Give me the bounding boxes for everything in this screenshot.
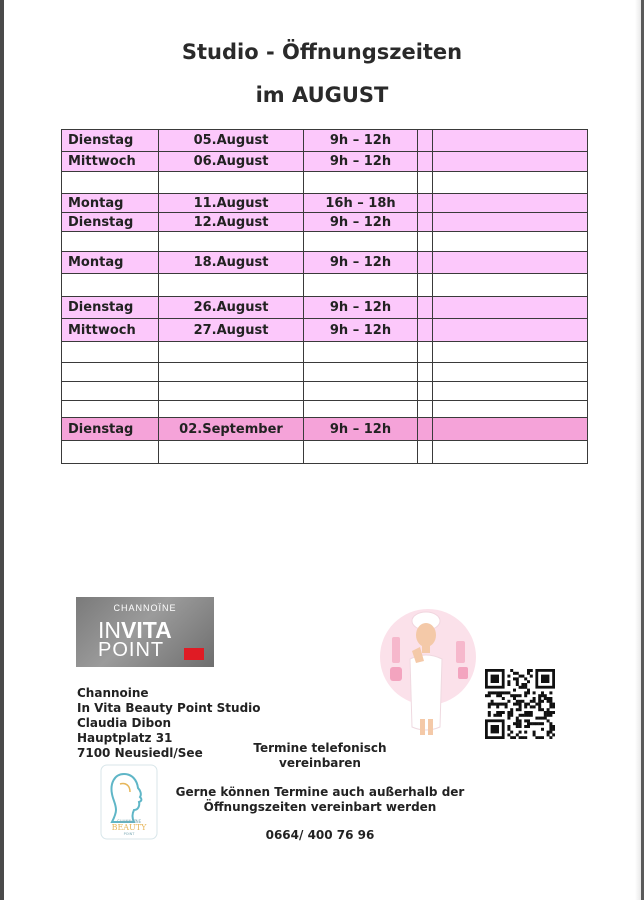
date-cell [159,382,304,401]
date-cell: 11.August [159,194,304,213]
note-cell [433,172,588,194]
spacer-cell [418,382,433,401]
spacer-cell [418,232,433,252]
day-cell: Dienstag [62,213,159,232]
table-row-empty [62,172,588,194]
table-row-empty [62,232,588,252]
table-row [62,130,588,152]
table-row-empty [62,363,588,382]
day-cell [62,232,159,252]
date-cell: 06.August [159,152,304,172]
time-cell [304,382,418,401]
extra-appointment-note: Gerne können Termine auch außerhalb der Öffnungszeiten vereinbart werden [175,785,465,814]
time-cell [304,441,418,464]
time-cell: 9h – 12h [304,252,418,274]
spacer-cell [418,252,433,274]
time-cell: 9h – 12h [304,297,418,319]
date-cell: 05.August [159,130,304,152]
date-cell: 18.August [159,252,304,274]
note-cell [433,363,588,382]
day-cell: Montag [62,252,159,274]
time-cell: 9h – 12h [304,130,418,152]
address-line: In Vita Beauty Point Studio [77,701,261,715]
day-cell [62,363,159,382]
day-cell: Dienstag [62,418,159,441]
time-cell: 9h – 12h [304,319,418,342]
time-cell [304,232,418,252]
time-cell: 16h – 18h [304,194,418,213]
date-cell: 02.September [159,418,304,441]
table-row-empty [62,401,588,418]
time-cell [304,172,418,194]
spacer-cell [418,172,433,194]
day-cell: Mittwoch [62,319,159,342]
time-cell [304,401,418,418]
table-row [62,297,588,319]
date-cell [159,441,304,464]
day-cell: Dienstag [62,130,159,152]
page-title: Studio - Öffnungszeiten [181,40,463,64]
spacer-cell [418,401,433,418]
logo-brand-text: CHANNOÏNE [113,603,177,613]
table-row [62,213,588,232]
day-cell [62,382,159,401]
note-cell [433,382,588,401]
table-row-empty [62,382,588,401]
table-row [62,152,588,172]
beauty-logo-sub: POINT [123,832,135,836]
note-cell [433,297,588,319]
time-cell: 9h – 12h [304,152,418,172]
phone-number: 0664/ 400 76 96 [265,828,375,842]
address-line: Hauptplatz 31 [77,731,173,745]
day-cell [62,172,159,194]
day-cell [62,274,159,297]
spacer-cell [418,194,433,213]
table-row-empty [62,441,588,464]
note-cell [433,232,588,252]
day-cell [62,342,159,363]
time-cell [304,274,418,297]
note-cell [433,441,588,464]
spacer-cell [418,342,433,363]
day-cell: Mittwoch [62,152,159,172]
date-cell [159,342,304,363]
note-cell [433,194,588,213]
logo-point-text: POINT [98,639,165,661]
spacer-cell [418,297,433,319]
phone-appointment-note: Termine telefonisch vereinbaren [253,741,387,770]
beauty-logo-word: BEAUTY [111,823,147,832]
spacer-cell [418,213,433,232]
note-cell [433,130,588,152]
table-row-empty [62,274,588,297]
spacer-cell [418,319,433,342]
note-cell [433,342,588,363]
date-cell [159,172,304,194]
table-row [62,194,588,213]
time-cell [304,342,418,363]
date-cell [159,274,304,297]
spacer-cell [418,274,433,297]
opening-hours-table [61,129,588,464]
address-line: 7100 Neusiedl/See [77,746,203,760]
day-cell [62,441,159,464]
page-subtitle: im AUGUST [255,83,389,107]
address-line: Claudia Dibon [77,716,171,730]
note-cell [433,418,588,441]
day-cell: Dienstag [62,297,159,319]
table-row [62,319,588,342]
table-row [62,252,588,274]
note-cell [433,152,588,172]
spacer-cell [418,418,433,441]
time-cell [304,363,418,382]
table-row [62,418,588,441]
spacer-cell [418,363,433,382]
time-cell: 9h – 12h [304,418,418,441]
note-cell [433,213,588,232]
logo-invita-text: INVITA [98,617,172,643]
invita-point-logo [76,597,214,667]
date-cell [159,232,304,252]
beauty-logo-brand: CHANNOÏNE [116,819,142,824]
note-cell [433,252,588,274]
date-cell: 26.August [159,297,304,319]
note-cell [433,401,588,418]
time-cell: 9h – 12h [304,213,418,232]
day-cell [62,401,159,418]
qr-code [485,669,555,739]
date-cell [159,363,304,382]
day-cell: Montag [62,194,159,213]
date-cell [159,401,304,418]
table-row-empty [62,342,588,363]
note-cell [433,274,588,297]
address-line: Channoine [77,686,149,700]
spacer-cell [418,152,433,172]
page-edge-left [0,0,4,900]
date-cell: 27.August [159,319,304,342]
spacer-cell [418,441,433,464]
logo-red-box [184,648,204,660]
note-cell [433,319,588,342]
spacer-cell [418,130,433,152]
woman-towel-illustration [376,607,480,737]
date-cell: 12.August [159,213,304,232]
